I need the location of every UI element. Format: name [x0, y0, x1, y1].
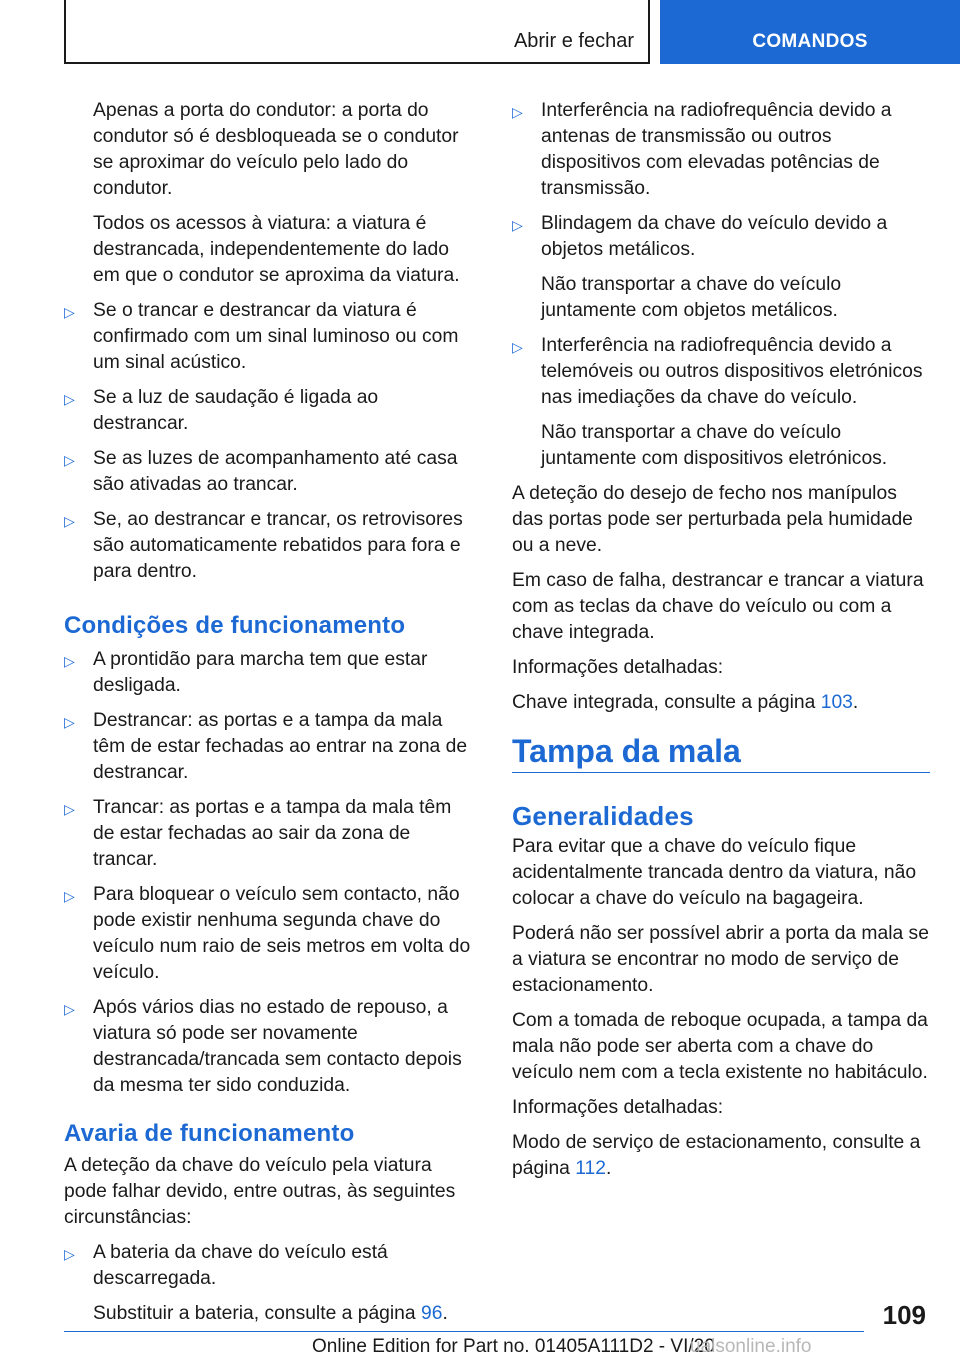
label-details: Informações detalhadas:: [512, 1097, 724, 1118]
footer-divider: [64, 1331, 864, 1332]
page-number: 109: [882, 1300, 926, 1330]
paragraph-general-1: Para evitar que a chave do veículo fique acidentalmente trancada dentro da viatura, não colocar a chave do veículo na bagageira.: [512, 836, 917, 909]
list-item: [64, 995, 478, 1099]
list-item-text: Se, ao destrancar e trancar, os retrovisores são automaticamente rebatidos para fora e para dentro.: [93, 509, 463, 582]
ref-text: Chave integrada, consulte a página: [512, 692, 816, 713]
list-item: [64, 708, 478, 786]
left-column: [64, 98, 478, 1336]
bullet-triangle-icon: ▷: [512, 104, 523, 120]
ref-period: .: [852, 692, 859, 713]
bullet-triangle-icon: ▷: [64, 1001, 75, 1017]
paragraph-general-2: Poderá não ser possível abrir a porta da mala se a viatura se encontrar no modo de serviço de estacionamento.: [512, 923, 929, 996]
bullet-triangle-icon: ▷: [512, 217, 523, 233]
list-item: [512, 98, 930, 202]
list-item-text: Se a luz de saudação é ligada ao destrancar.: [93, 387, 379, 434]
list-item-text: Para bloquear o veículo sem contacto, não pode existir nenhuma segunda chave do veículo num raio de seis metros em volta do veículo.: [93, 884, 471, 983]
list-item-text: A bateria da chave do veículo está descarregada.: [93, 1242, 388, 1289]
header-chapter-tab: [660, 0, 960, 64]
paragraph-driver-door: Apenas a porta do condutor: a porta do condutor só é desbloqueada se o condutor se aproximar do veículo pelo lado do condutor.: [93, 100, 459, 199]
paragraph-electronics-advice: Não transportar a chave do veículo juntamente com dispositivos eletrónicos.: [541, 422, 888, 469]
paragraph-key-ref: [512, 690, 930, 716]
header-section-tab: [64, 0, 650, 64]
paragraph-malfunction-intro: A deteção da chave do veículo pela viatura pode falhar devido, entre outras, às seguintes circunstâncias:: [64, 1155, 456, 1228]
heading-trunk-lid: Tampa da mala: [512, 738, 930, 773]
bullet-triangle-icon: ▷: [64, 714, 75, 730]
bullet-triangle-icon: ▷: [64, 653, 75, 669]
bullet-triangle-icon: ▷: [64, 1246, 75, 1262]
paragraph-general-3: Com a tomada de reboque ocupada, a tampa da mala não pode ser aberta com a chave do veículo nem com a tecla existente no habitáculo.: [512, 1010, 928, 1083]
header-section-title: Abrir e fechar: [513, 30, 634, 52]
list-item-text: Interferência na radiofrequência devido a antenas de transmissão ou outros dispositivos com elevadas potências de transmissão.: [541, 100, 892, 199]
list-item: [64, 507, 478, 585]
list-item: [64, 647, 478, 699]
paragraph-metal-advice: Não transportar a chave do veículo juntamente com objetos metálicos.: [541, 274, 842, 321]
list-item: [64, 385, 478, 437]
bullet-triangle-icon: ▷: [64, 513, 75, 529]
heading-general: Generalidades: [512, 801, 694, 831]
heading-conditions: Condições de funcionamento: [64, 612, 406, 639]
page-link-96[interactable]: 96: [421, 1303, 443, 1324]
list-item-text: Se as luzes de acompanhamento até casa são ativadas ao trancar.: [93, 448, 458, 495]
list-item: [512, 211, 930, 263]
list-item: [64, 446, 478, 498]
page-link-112[interactable]: 112: [575, 1158, 607, 1179]
bullet-triangle-icon: ▷: [64, 801, 75, 817]
list-item-text: Destrancar: as portas e a tampa da mala têm de estar fechadas ao entrar na zona de destrancar.: [93, 710, 468, 783]
page-link-103[interactable]: 103: [820, 692, 853, 713]
list-item: [512, 333, 930, 411]
list-item-text: Se o trancar e destrancar da viatura é confirmado com um sinal luminoso ou com um sinal acústico.: [93, 300, 459, 373]
footer-edition: Online Edition for Part no. 01405A111D2 - VI/20: [312, 1336, 715, 1357]
heading-malfunction: Avaria de funcionamento: [64, 1120, 355, 1147]
list-item: [64, 882, 478, 986]
ref-period: .: [442, 1303, 448, 1324]
list-item-text: Blindagem da chave do veículo devido a objetos metálicos.: [541, 213, 888, 260]
ref-text: Substituir a bateria, consulte a página: [93, 1303, 416, 1324]
bullet-triangle-icon: ▷: [64, 888, 75, 904]
label-details: Informações detalhadas:: [512, 657, 724, 678]
list-item: [64, 1240, 478, 1292]
paragraph-all-doors: Todos os acessos à viatura: a viatura é destrancada, independentemente do lado em que o condutor se aproxima da viatura.: [93, 213, 460, 286]
ref-period: .: [606, 1158, 612, 1179]
paragraph-parking-ref: [512, 1130, 930, 1182]
list-item: [64, 298, 478, 376]
bullet-triangle-icon: ▷: [64, 391, 75, 407]
list-item-text: Trancar: as portas e a tampa da mala têm de estar fechadas ao sair da zona de trancar.: [93, 797, 452, 870]
bullet-triangle-icon: ▷: [64, 304, 75, 320]
list-item-text: A prontidão para marcha tem que estar desligada.: [93, 649, 428, 696]
paragraph-battery-ref: [64, 1301, 478, 1327]
list-item-text: Após vários dias no estado de repouso, a viatura só pode ser novamente destrancada/trancada sem contacto depois da mesma ter sido conduzida.: [93, 997, 462, 1096]
bullet-triangle-icon: ▷: [512, 339, 523, 355]
list-item-text: Interferência na radiofrequência devido a telemóveis ou outros dispositivos eletrónicos nas imediações da chave do veículo.: [541, 335, 923, 408]
ref-text: Modo de serviço de estacionamento, consulte a página: [512, 1132, 921, 1179]
paragraph-handle-detection: A deteção do desejo de fecho nos manípulos das portas pode ser perturbada pela humidade ou a neve.: [512, 483, 913, 556]
bullet-triangle-icon: ▷: [64, 452, 75, 468]
right-column: [512, 98, 930, 1191]
paragraph-fallback: Em caso de falha, destrancar e trancar a viatura com as teclas da chave do veículo ou com a chave integrada.: [512, 570, 924, 643]
header-chapter-title: COMANDOS: [752, 31, 868, 52]
footer-watermark: ualsonline.info: [690, 1336, 812, 1357]
list-item: [64, 795, 478, 873]
